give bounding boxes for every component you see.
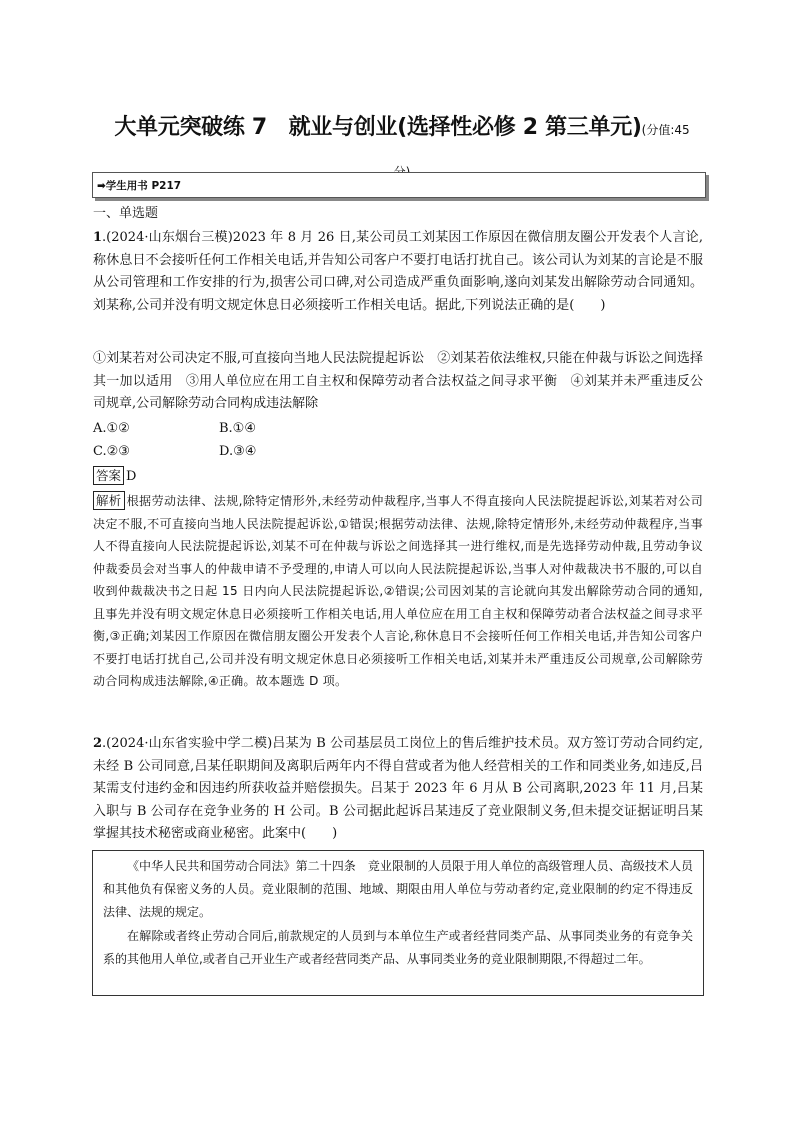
option-c: C.②③ bbox=[93, 444, 130, 459]
law-paragraph-1: 《中华人民共和国劳动合同法》第二十四条 竞业限制的人员限于用人单位的高级管理人员、高级技术人员和其他负有保密义务的人员。竞业限制的范围、地域、期限由用人单位与劳动者约定,竞业限制的约定不得违反法律、法规的规定。 bbox=[103, 859, 693, 919]
question-2-stem bbox=[93, 733, 703, 846]
analysis-block bbox=[93, 490, 703, 693]
option-d: D.③④ bbox=[219, 444, 257, 459]
option-a: A.①② bbox=[93, 421, 130, 436]
answer-line bbox=[93, 466, 136, 488]
answer-value: D bbox=[126, 469, 137, 484]
law-excerpt-box bbox=[92, 850, 704, 996]
banner-text: ➡学生用书 P217 bbox=[97, 180, 182, 192]
analysis-text: 根据劳动法律、法规,除特定情形外,未经劳动仲裁程序,当事人不得直接向人民法院提起诉讼,刘某若对公司决定不服,不可直接向当地人民法院提起诉讼,①错误;根据劳动法律、法规,除特定情形外,未经劳动仲裁程序,当事人不得直接向人民法院提起诉讼,刘某不可在仲裁与诉讼之间选择其一进行维权,而是先选择劳动仲裁,且劳动争议仲裁委员会对当事人的仲裁申请不予受理的,申请人可以向人民法院提起诉讼,当事人对仲裁裁决书不服的,可以自收到仲裁裁决书之日起 15 日内向人民法院提起诉讼,②错误;公司因刘某的言论就向其发出解除劳动合同的通知,且事先并没有明文规定休息日必须接听工作相关电话,用人单位应在用工自主权和保障劳动者合法权益之间寻求平衡,③正确;刘某因工作原因在微信朋友圈公开发表个人言论,称休息日不会接听任何工作相关电话,并告知公司客户不要打电话打扰自己,公司并没有明文规定休息日必须接听工作相关电话,刘某并未严重违反公司规章,公司解除劳动合同构成违法解除,④正确。故本题选 D 项。 bbox=[93, 494, 703, 688]
question-1-number: 1 bbox=[93, 230, 103, 245]
analysis-label: 解析 bbox=[93, 491, 125, 510]
question-1-stem bbox=[93, 227, 703, 317]
question-2-number: 2 bbox=[93, 736, 103, 751]
section-heading: 一、单选题 bbox=[93, 206, 159, 221]
answer-label: 答案 bbox=[93, 466, 124, 485]
question-1-statements: ①刘某若对公司决定不服,可直接向当地人民法院提起诉讼 ②刘某若依法维权,只能在仲裁与诉讼之间选择其一加以适用 ③用人单位应在用工自主权和保障劳动者合法权益之间寻求平衡 ④刘某并未严重违反公司规章,公司解除劳动合同构成违法解除 bbox=[93, 351, 703, 411]
question-1-text: .(2024·山东烟台三模)2023 年 8 月 26 日,某公司员工刘某因工作原因在微信朋友圈公开发表个人言论,称休息日不会接听任何工作相关电话,并告知公司客户不要打电话打扰自己。该公司认为刘某的言论是不服从公司管理和工作安排的行为,损害公司口碑,对公司造成严重负面影响,遂向刘某发出解除劳动合同通知。刘某称,公司并没有明文规定休息日必须接听工作相关电话。据此,下列说法正确的是( ) bbox=[93, 230, 703, 313]
title-score: (分值:45 bbox=[641, 123, 690, 137]
student-book-banner bbox=[92, 172, 706, 198]
option-b: B.①④ bbox=[219, 421, 256, 436]
law-paragraph-2: 在解除或者终止劳动合同后,前款规定的人员到与本单位生产或者经营同类产品、从事同类业务的有竞争关系的其他用人单位,或者自己开业生产或者经营同类产品、从事同类业务的竞业限制期限,不得超过二年。 bbox=[103, 929, 693, 966]
question-2-text: .(2024·山东省实验中学二模)吕某为 B 公司基层员工岗位上的售后维护技术员。双方签订劳动合同约定,未经 B 公司同意,吕某任职期间及离职后两年内不得自营或者为他人经营相关的工作和同类业务,如违反,吕某需支付违约金和因违约所获收益并赔偿损失。吕某于 2023 年 6 月从 B 公司离职,2023 年 11 月,吕某入职与 B 公司存在竞争业务的 H 公司。B 公司据此起诉吕某违反了竞业限制义务,但未提交证据证明吕某掌握其技术秘密或商业秘密。此案中( ) bbox=[93, 736, 703, 841]
title-main: 大单元突破练 7 就业与创业(选择性必修 2 第三单元) bbox=[114, 115, 642, 140]
